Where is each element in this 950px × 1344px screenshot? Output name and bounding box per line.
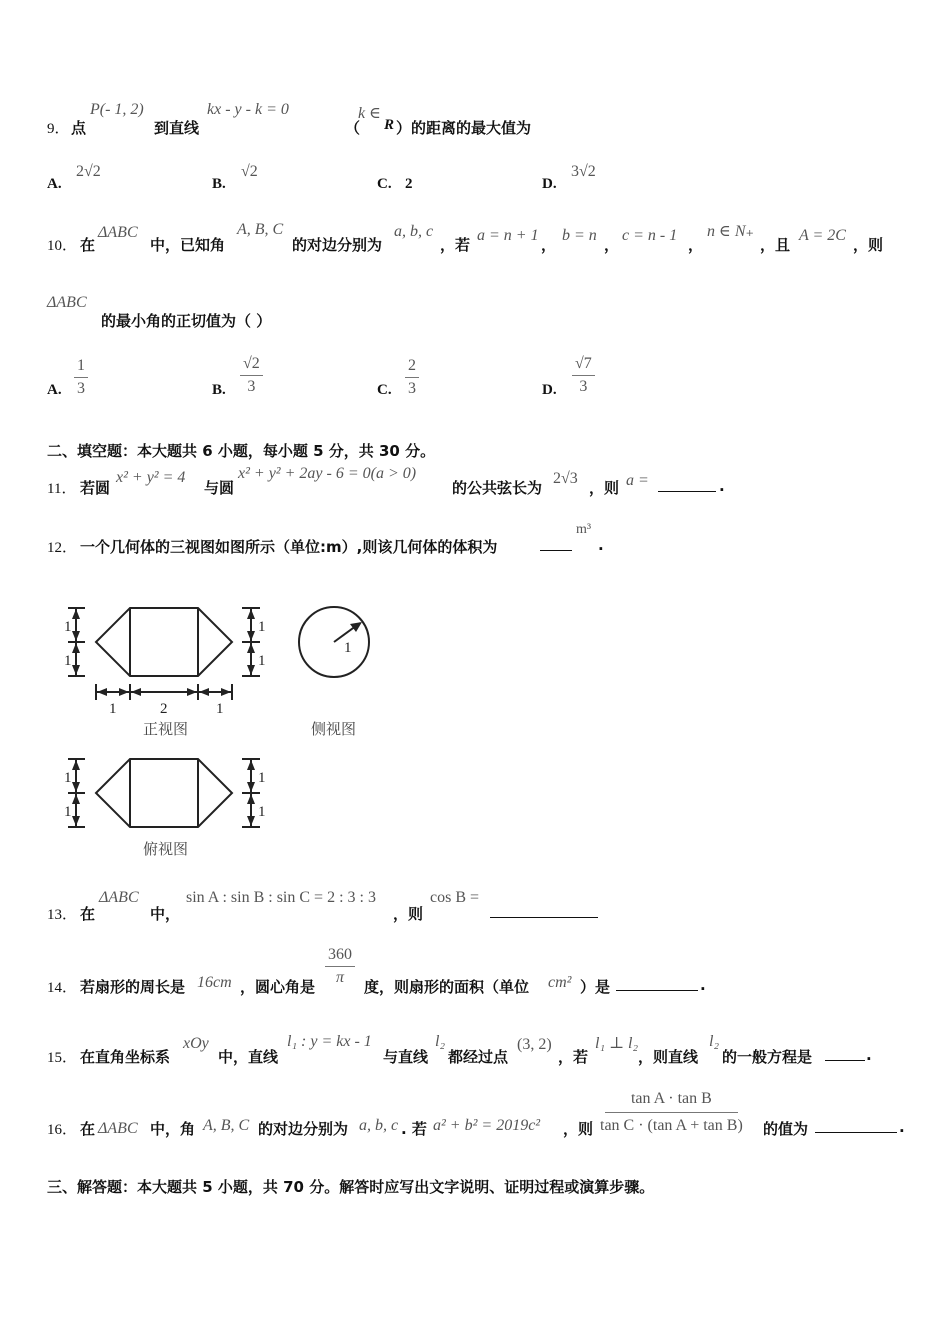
math-triangle: ΔABC xyxy=(99,889,139,906)
math-coord-system: xOy xyxy=(183,1035,209,1052)
fraction-denominator: tan C · (tan A + tan B) xyxy=(600,1117,743,1134)
dim-label: 2 xyxy=(160,701,168,717)
fraction-denominator: 3 xyxy=(408,380,416,397)
math-angles: A, B, C xyxy=(237,221,284,238)
punctuation: . xyxy=(866,1046,872,1064)
dim-label: 1 xyxy=(258,770,266,786)
punctuation: ， xyxy=(688,236,704,254)
fraction-numerator: √7 xyxy=(572,355,595,376)
option-label: D. xyxy=(542,176,557,192)
fraction-denominator: 3 xyxy=(77,380,85,397)
math-angle-fraction xyxy=(325,946,355,987)
fraction-denominator: π xyxy=(335,969,344,986)
math-target-fraction xyxy=(597,1090,746,1135)
question-text: 中， xyxy=(150,905,181,923)
question-text: ，圆心角是 xyxy=(240,978,316,996)
question-text: ，则 xyxy=(563,1120,594,1138)
question-text: ）是 xyxy=(580,978,611,996)
answer-blank[interactable] xyxy=(616,976,698,991)
math-a-equation: a = n + 1 xyxy=(477,227,539,244)
math-b-equation: b = n xyxy=(562,227,597,244)
question-text: 在直角坐标系 xyxy=(80,1048,171,1066)
question-text: 度，则扇形的面积（单位 xyxy=(364,978,530,996)
fraction-numerator: tan A · tan B xyxy=(605,1090,738,1113)
math-line-equation: kx - y - k = 0 xyxy=(207,101,289,118)
question-text: 的一般方程是 xyxy=(722,1048,813,1066)
radius-label: 1 xyxy=(344,640,352,656)
fraction-numerator: 360 xyxy=(325,946,355,967)
question-text: ，且 xyxy=(760,236,791,254)
question-text: ，若 xyxy=(558,1048,589,1066)
question-text: 都经过点 xyxy=(448,1048,509,1066)
question-text: 中，角 xyxy=(150,1120,196,1138)
math-perpendicular: l₁ ⊥ l₂ xyxy=(595,1035,639,1052)
question-text: ）的距离的最大值为 xyxy=(396,119,532,137)
answer-blank[interactable] xyxy=(490,903,598,918)
fraction-numerator: 1 xyxy=(74,357,88,378)
punctuation: . xyxy=(700,976,706,994)
question-text: ，若 xyxy=(440,236,471,254)
question-text: 在 xyxy=(80,905,96,923)
math-unit: cm² xyxy=(548,974,572,991)
caption-top-view: 俯视图 xyxy=(143,840,189,858)
math-a: a = xyxy=(626,472,649,489)
punctuation: . xyxy=(719,477,725,495)
math-n-condition: n ∈ N₊ xyxy=(707,223,754,240)
punctuation: ， xyxy=(604,236,620,254)
question-text: 的最小角的正切值为（ ） xyxy=(101,312,272,330)
math-sides: a, b, c xyxy=(359,1117,399,1134)
dim-label: 1 xyxy=(64,619,72,635)
option-label: B. xyxy=(212,382,226,398)
math-set-R: R xyxy=(384,117,395,133)
question-number: 14． xyxy=(47,980,78,996)
math-line-l2: l₂ xyxy=(435,1033,446,1050)
question-number: 11． xyxy=(47,481,77,497)
option-fraction xyxy=(240,355,263,396)
option-label: A. xyxy=(47,382,62,398)
question-text: ，则直线 xyxy=(638,1048,699,1066)
dim-label: 1 xyxy=(64,770,72,786)
punctuation: . xyxy=(899,1118,905,1136)
dim-label: 1 xyxy=(109,701,117,717)
math-chord-length: 2√3 xyxy=(553,470,578,487)
question-text: 的对边分别为 xyxy=(258,1120,349,1138)
section-heading-fill-in: 二、填空题：本大题共 6 小题，每小题 5 分，共 30 分。 xyxy=(47,442,436,460)
fraction-denominator: 3 xyxy=(579,378,588,395)
question-text: 若圆 xyxy=(80,479,111,497)
dim-label: 1 xyxy=(64,653,72,669)
dim-label: 1 xyxy=(64,804,72,820)
question-number: 15． xyxy=(47,1050,78,1066)
math-perimeter: 16cm xyxy=(197,974,232,991)
option-label: C. xyxy=(377,382,392,398)
question-text: 中，已知角 xyxy=(150,236,226,254)
dim-label: 1 xyxy=(216,701,224,717)
option-label: A. xyxy=(47,176,62,192)
option-value: 2√2 xyxy=(76,163,101,180)
math-equation: a² + b² = 2019c² xyxy=(433,1117,541,1134)
question-text: ，则 xyxy=(393,905,424,923)
punctuation: . xyxy=(598,536,604,554)
question-text: 点 xyxy=(71,119,87,137)
question-number: 9． xyxy=(47,121,70,137)
option-fraction xyxy=(572,355,595,396)
question-text: 若扇形的周长是 xyxy=(80,978,186,996)
question-text: 的公共弦长为 xyxy=(452,479,543,497)
punctuation: ， xyxy=(541,236,557,254)
question-text: （ xyxy=(345,119,361,137)
option-value: √2 xyxy=(241,163,258,180)
option-value: 2 xyxy=(405,176,413,192)
math-A-equation: A = 2C xyxy=(799,227,846,244)
question-text: 与圆 xyxy=(204,479,235,497)
math-circle-2: x² + y² + 2ay - 6 = 0(a > 0) xyxy=(238,465,417,482)
option-label: C. xyxy=(377,176,392,192)
dim-label: 1 xyxy=(258,653,266,669)
answer-blank[interactable] xyxy=(540,536,572,551)
question-text: ，则 xyxy=(853,236,884,254)
math-sides: a, b, c xyxy=(394,223,434,240)
section-heading-solutions: 三、解答题：本大题共 5 小题，共 70 分。解答时应写出文字说明、证明过程或演算步骤。 xyxy=(47,1178,655,1196)
fraction-denominator: 3 xyxy=(247,378,256,395)
question-text: ，则 xyxy=(589,479,620,497)
answer-blank[interactable] xyxy=(825,1046,865,1061)
math-cosB: cos B = xyxy=(430,889,480,906)
dim-label: 1 xyxy=(258,619,266,635)
question-text: 的对边分别为 xyxy=(292,236,383,254)
question-number: 16． xyxy=(47,1122,78,1138)
question-number: 12． xyxy=(47,540,78,556)
caption-front-view: 正视图 xyxy=(143,720,189,738)
fraction-numerator: √2 xyxy=(240,355,263,376)
front-view-shape xyxy=(96,608,232,676)
math-unit: m³ xyxy=(576,522,592,537)
math-line-l1: l₁ : y = kx - 1 xyxy=(287,1033,372,1050)
math-triangle: ΔABC xyxy=(98,224,138,241)
math-sine-ratio: sin A : sin B : sin C = 2 : 3 : 3 xyxy=(186,889,376,906)
question-text: 到直线 xyxy=(154,119,200,137)
question-text: . 若 xyxy=(401,1120,427,1138)
question-text: 在 xyxy=(80,236,96,254)
math-line-l2: l₂ xyxy=(709,1033,720,1050)
answer-blank[interactable] xyxy=(815,1118,897,1133)
question-text: 与直线 xyxy=(383,1048,429,1066)
option-fraction xyxy=(405,357,419,398)
math-triangle: ΔABC xyxy=(47,294,87,311)
math-condition: k ∈ xyxy=(358,105,381,122)
math-triangle: ΔABC xyxy=(98,1120,138,1137)
math-circle-1: x² + y² = 4 xyxy=(116,469,186,486)
question-number: 10． xyxy=(47,238,78,254)
fraction-numerator: 2 xyxy=(405,357,419,378)
option-fraction xyxy=(74,357,88,398)
math-c-equation: c = n - 1 xyxy=(622,227,678,244)
option-label: D. xyxy=(542,382,557,398)
answer-blank[interactable] xyxy=(658,477,716,492)
question-number: 13． xyxy=(47,907,78,923)
dim-label: 1 xyxy=(258,804,266,820)
option-label: B. xyxy=(212,176,226,192)
math-point: P(- 1, 2) xyxy=(90,101,144,118)
math-point: (3, 2) xyxy=(517,1036,552,1053)
caption-side-view: 侧视图 xyxy=(311,720,357,738)
option-value: 3√2 xyxy=(571,163,596,180)
top-view-shape xyxy=(96,759,232,827)
question-text: 一个几何体的三视图如图所示（单位:m）,则该几何体的体积为 xyxy=(80,538,498,556)
question-text: 中，直线 xyxy=(218,1048,279,1066)
math-angles: A, B, C xyxy=(203,1117,250,1134)
question-text: 的值为 xyxy=(763,1120,809,1138)
question-text: 在 xyxy=(80,1120,96,1138)
